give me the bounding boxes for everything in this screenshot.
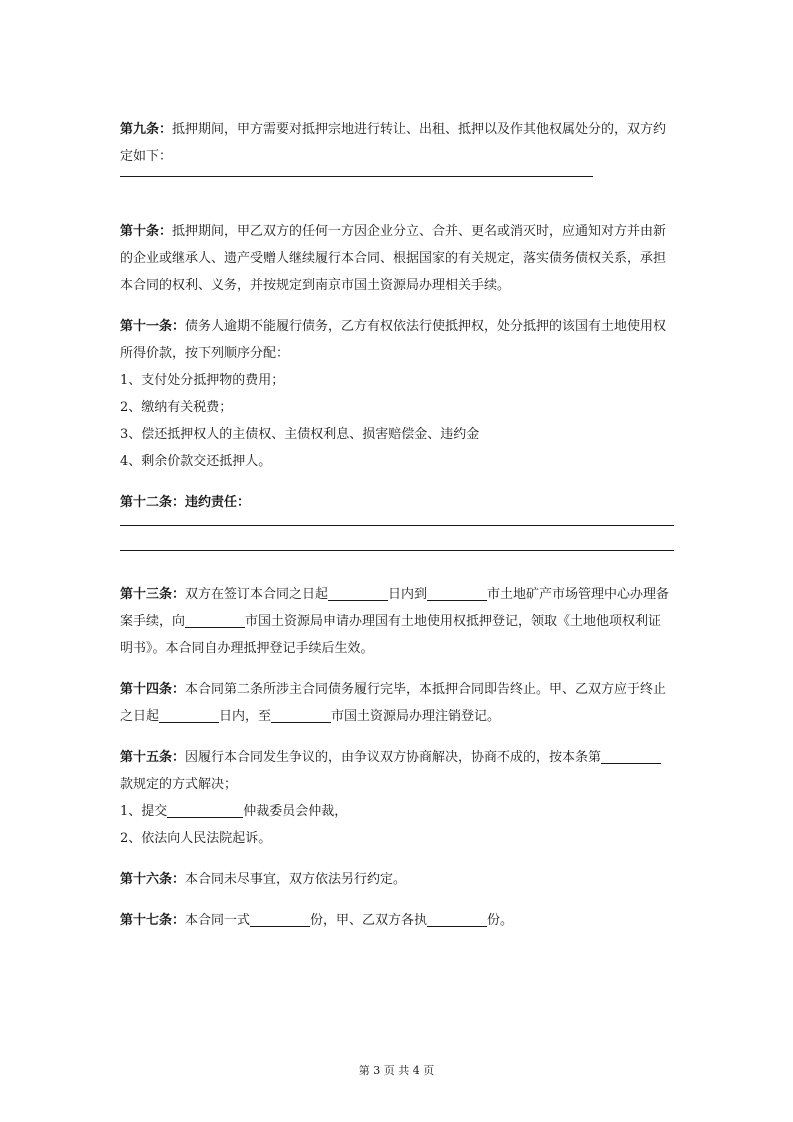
blank-field[interactable] [427, 584, 487, 601]
article-10-title: 第十条： [120, 224, 173, 239]
article-16-title: 第十六条： [120, 872, 186, 887]
article-16: 第十六条：本合同未尽事宜，双方依法另行约定。 [120, 872, 407, 887]
blank-field[interactable] [271, 706, 331, 723]
article-9-title: 第九条： [120, 122, 173, 137]
article-15-title: 第十五条： [120, 750, 186, 765]
blank-field[interactable] [250, 910, 310, 927]
blank-field[interactable] [328, 584, 388, 601]
blank-field[interactable] [427, 910, 487, 927]
blank-field[interactable] [601, 747, 661, 764]
article-11-title: 第十一条： [120, 319, 186, 334]
page-footer: 第 3 页 共 4 页 [358, 1064, 435, 1077]
article-9 [120, 116, 674, 170]
article-10 [120, 218, 674, 299]
article-11-item: 1、支付处分抵押物的费用； [120, 373, 285, 388]
article-15-item: 1、提交 仲裁委员会仲裁， [120, 798, 674, 825]
article-17-title: 第十七条： [120, 913, 186, 928]
article-17: 第十七条：本合同一式 份，甲、乙双方各执 份。 [120, 907, 674, 934]
article-11-item: 4、剩余价款交还抵押人。 [120, 454, 272, 469]
article-15-item: 2、依法向人民法院起诉。 [120, 831, 272, 846]
article-9-text: 抵押期间，甲方需要对抵押宗地进行转让、出租、抵押以及作其他权属处分的，双方约定如下： [120, 122, 667, 164]
blank-field[interactable] [185, 611, 245, 628]
article-11-item: 2、缴纳有关税费； [120, 400, 233, 415]
article-12 [120, 489, 674, 516]
article-13: 第十三条：双方在签订本合同之日起 日内到 市土地矿产市场管理中心办理备案手续，向 市国土资源局申请办理国有土地使用权抵押登记，领取《土地他项权利证明书》。本合同自办理抵押登记手续后生效。 [120, 581, 674, 662]
blank-field[interactable] [159, 706, 219, 723]
article-13-title: 第十三条： [120, 587, 186, 602]
article-11-text: 债务人逾期不能履行债务，乙方有权依法行使抵押权，处分抵押的该国有土地使用权所得价款，按下列顺序分配： [120, 319, 667, 361]
article-11 [120, 313, 674, 367]
article-14-title: 第十四条： [120, 682, 186, 697]
article-10-text: 抵押期间，甲乙双方的任何一方因企业分立、合并、更名或消灭时，应通知对方并由新的企业或继承人、遗产受赠人继续履行本合同、根据国家的有关规定，落实债务债权关系，承担本合同的权利、义务，并按规定到南京市国土资源局办理相关手续。 [120, 224, 667, 293]
article-11-item: 3、偿还抵押权人的主债权、主债权利息、损害赔偿金、违约金 [120, 427, 480, 442]
article-15: 第十五条：因履行本合同发生争议的，由争议双方协商解决，协商不成的，按本条第款规定的方式解决； [120, 744, 674, 798]
article-14: 第十四条：本合同第二条所涉主合同债务履行完毕，本抵押合同即告终止。甲、乙双方应于终止之日起 日内，至 市国土资源局办理注销登记。 [120, 682, 667, 724]
blank-field[interactable] [167, 801, 243, 818]
article-12-title: 第十二条：违约责任： [120, 495, 251, 510]
contract-body [120, 116, 674, 934]
